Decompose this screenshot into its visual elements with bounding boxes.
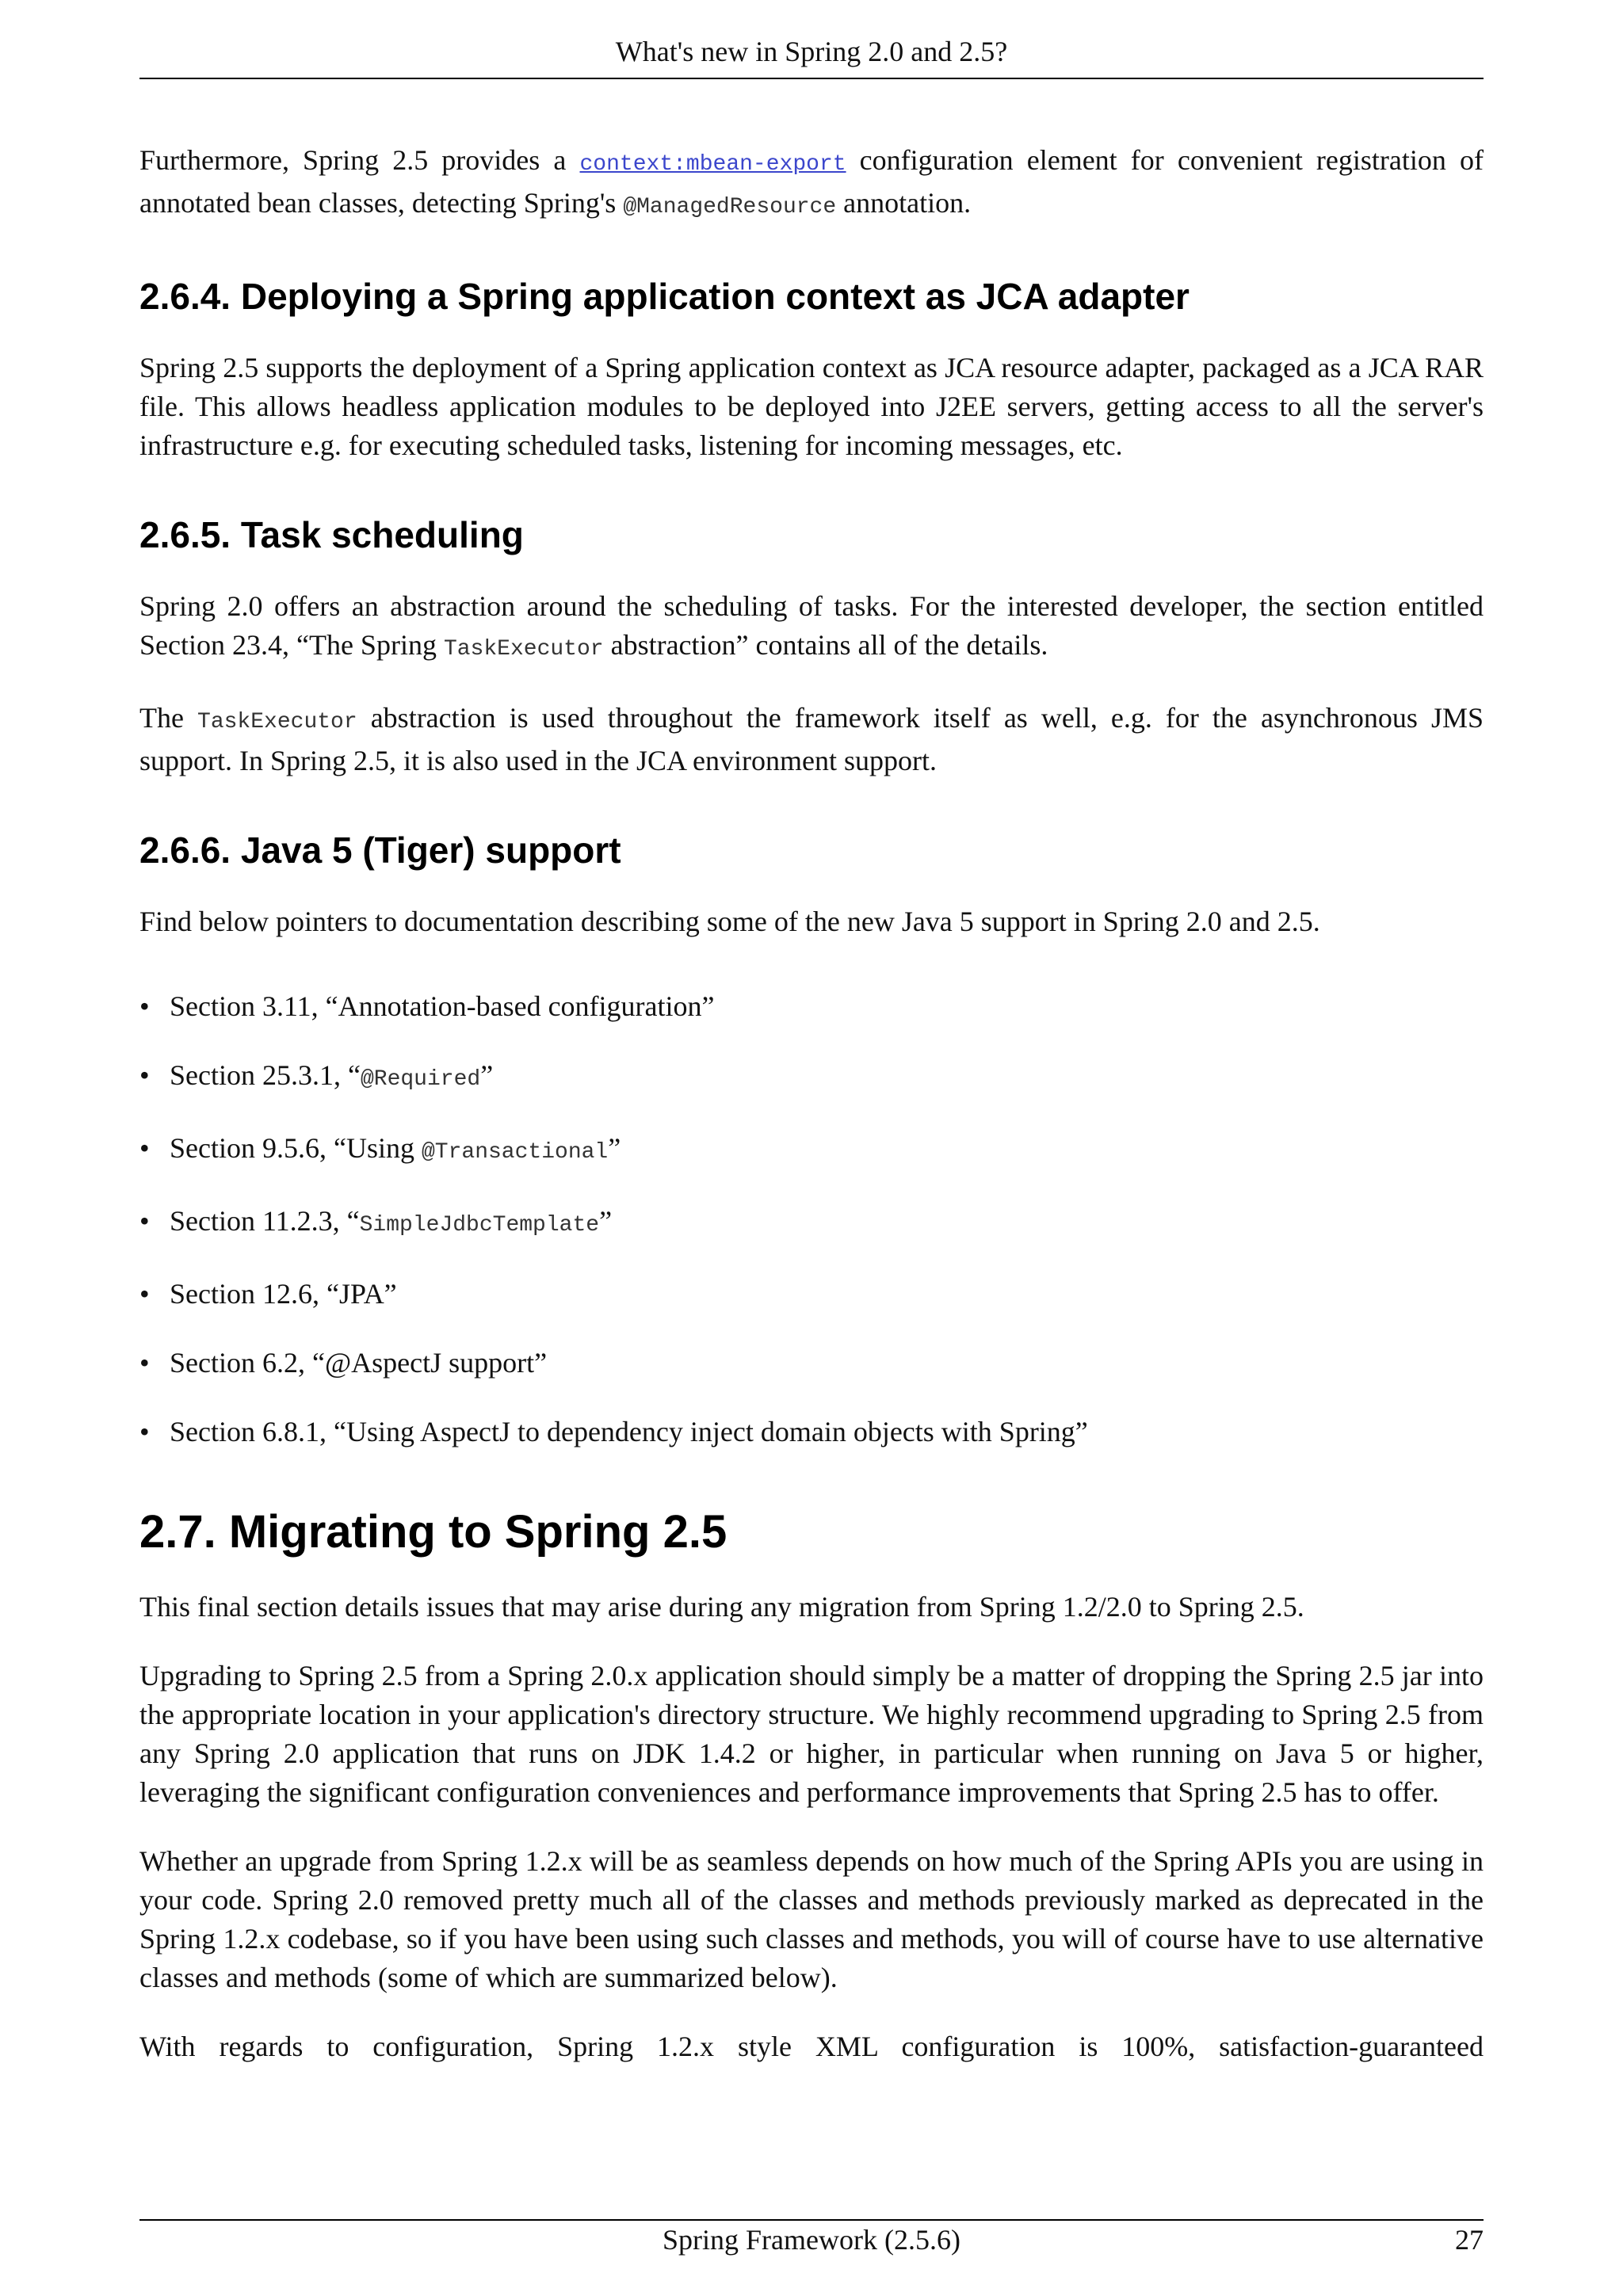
bullet-icon: • (139, 1132, 150, 1164)
list-item: • Section 3.11, “Annotation-based configuration” (139, 987, 1484, 1026)
page-body (139, 141, 1484, 2096)
list-item: • Section 6.2, “@AspectJ support” (139, 1344, 1484, 1383)
inline-code: SimpleJdbcTemplate (359, 1213, 600, 1238)
page-number: 27 (1455, 2224, 1484, 2256)
paragraph-java5: Find below pointers to documentation describing some of the new Java 5 support in Spring 2.0 and 2.5. (139, 906, 1320, 937)
paragraph-configuration: With regards to configuration, Spring 1.2.x style XML configuration is 100%, satisfaction-guaranteed (139, 2031, 1484, 2062)
inline-code: TaskExecutor (443, 637, 604, 662)
intro-paragraph: Furthermore, Spring 2.5 provides a context:mbean-export configuration element for convenient registration of annotated bean classes, detecting Spring's @ManagedResource annotation. (139, 144, 1484, 219)
list-item: • Section 11.2.3, “SimpleJdbcTemplate” (139, 1202, 1484, 1245)
bullet-icon: • (139, 1205, 150, 1237)
footer-rule (139, 2219, 1484, 2221)
list-item: • Section 6.8.1, “Using AspectJ to dependency inject domain objects with Spring” (139, 1413, 1484, 1451)
paragraph-task-executor: The TaskExecutor abstraction is used throughout the framework itself as well, e.g. for the asynchronous JMS support. In Spring 2.5, it is also used in the JCA environment support. (139, 702, 1484, 776)
paragraph-upgrade-20: Upgrading to Spring 2.5 from a Spring 2.0.x application should simply be a matter of dropping the Spring 2.5 jar into the appropriate location in your application's directory structure. We highly recommend upgrading to Spring 2.5 from any Spring 2.0 application that runs on JDK 1.4.2 or higher, in particular when running on Java 5 or higher, leveraging the significant configuration conveniences and performance improvements that Spring 2.5 has to offer. (139, 1660, 1484, 1808)
section-heading-2-7: 2.7. Migrating to Spring 2.5 (139, 1506, 727, 1558)
paragraph-task-scheduling: Spring 2.0 offers an abstraction around the scheduling of tasks. For the interested developer, the section entitled Section 23.4, “The Spring TaskExecutor abstraction” contains all of the details. (139, 590, 1484, 662)
java5-reference-list (139, 987, 1484, 1451)
footer-title: Spring Framework (2.5.6) (663, 2224, 960, 2256)
bullet-icon: • (139, 1278, 150, 1310)
paragraph-upgrade-12: Whether an upgrade from Spring 1.2.x will be as seamless depends on how much of the Spring APIs you are using in your code. Spring 2.0 removed pretty much all of the classes and methods previously marked as deprecated in the Spring 1.2.x codebase, so if you have been using such classes and methods, you will of course have to use alternative classes and methods (some of which are summarized below). (139, 1845, 1484, 1993)
bullet-icon: • (139, 1347, 150, 1379)
bullet-icon: • (139, 990, 150, 1022)
section-heading-2-6-5: 2.6.5. Task scheduling (139, 514, 524, 555)
list-item: • Section 25.3.1, “@Required” (139, 1056, 1484, 1099)
paragraph-jca: Spring 2.5 supports the deployment of a Spring application context as JCA resource adapter, packaged as a JCA RAR file. This allows headless application modules to be deployed into J2EE servers, getting access to all the server's infrastructure e.g. for executing scheduled tasks, listening for incoming messages, etc. (139, 352, 1484, 461)
list-item: • Section 9.5.6, “Using @Transactional” (139, 1129, 1484, 1172)
inline-code: @ManagedResource (623, 195, 837, 219)
list-item: • Section 12.6, “JPA” (139, 1275, 1484, 1314)
bullet-icon: • (139, 1059, 150, 1091)
inline-code: TaskExecutor (197, 710, 357, 734)
running-header: What's new in Spring 2.0 and 2.5? (615, 36, 1008, 67)
paragraph-migration-intro: This final section details issues that may arise during any migration from Spring 1.2/2.0 to Spring 2.5. (139, 1591, 1304, 1623)
inline-code: @Required (360, 1067, 481, 1092)
header-rule (139, 78, 1484, 79)
bullet-icon: • (139, 1416, 150, 1447)
mbean-export-link[interactable]: context:mbean-export (579, 152, 846, 177)
section-heading-2-6-4: 2.6.4. Deploying a Spring application context as JCA adapter (139, 276, 1190, 317)
section-heading-2-6-6: 2.6.6. Java 5 (Tiger) support (139, 830, 621, 871)
inline-code: @Transactional (421, 1140, 609, 1165)
